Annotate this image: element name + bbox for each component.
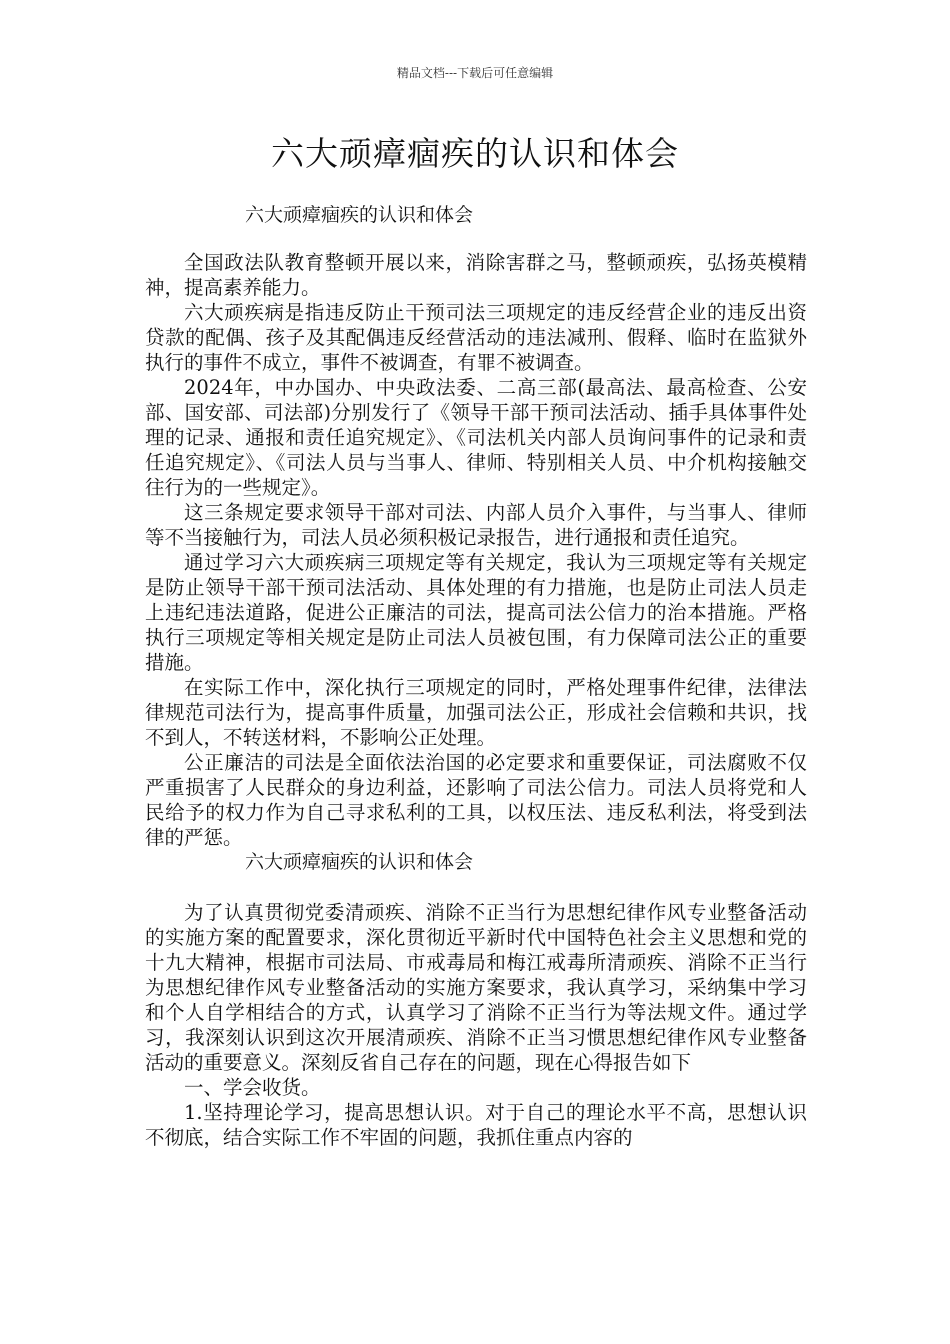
paragraph: 通过学习六大顽疾病三项规定等有关规定，我认为三项规定等有关规定是防止领导干部干预司法活动、具体处理的有力措施，也是防止司法人员走上违纪违法道路，促进公正廉洁的司法，提高司法公信力的治本措施。严格执行三项规定等相关规定是防止司法人员被包围，有力保障司法公正的重要措施。 <box>145 551 807 674</box>
paragraph: 一、学会收货。 <box>184 1076 321 1099</box>
paragraph: 1.坚持理论学习，提高思想认识。对于自己的理论水平不高，思想认识不彻底，结合实际工作不牢固的问题，我抓住重点内容的 <box>145 1101 807 1149</box>
page-header: 精品文档---下载后可任意编辑 <box>396 66 554 80</box>
document-body <box>145 250 807 1150</box>
paragraph: 六大顽疾病是指违反防止干预司法三项规定的违反经营企业的违反出资贷款的配偶、孩子及其配偶违反经营活动的违法减刑、假释、临时在监狱外执行的事件不成立，事件不被调查，有罪不被调查。 <box>145 301 807 374</box>
paragraph: 为了认真贯彻党委清顽疾、消除不正当行为思想纪律作风专业整备活动的实施方案的配置要求，深化贯彻近平新时代中国特色社会主义思想和党的十九大精神，根据市司法局、市戒毒局和梅江戒毒所清顽疾、消除不正当行为思想纪律作风专业整备活动的实施方案要求，我认真学习，采纳集中学习和个人自学相结合的方式，认真学习了消除不正当行为等法规文件。通过学习，我深刻认识到这次开展清顽疾、消除不正当习惯思想纪律作风专业整备活动的重要意义。深刻反省自己存在的问题，现在心得报告如下 <box>145 901 807 1074</box>
paragraph: 这三条规定要求领导干部对司法、内部人员介入事件，与当事人、律师等不当接触行为，司法人员必须积极记录报告，进行通报和责任追究。 <box>145 501 807 549</box>
section-subtitle: 六大顽瘴痼疾的认识和体会 <box>245 851 474 873</box>
paragraph: 在实际工作中，深化执行三项规定的同时，严格处理事件纪律，法律法律规范司法行为，提高事件质量，加强司法公正，形成社会信赖和共识，找不到人，不转送材料，不影响公正处理。 <box>145 676 807 749</box>
section-subtitle: 六大顽瘴痼疾的认识和体会 <box>245 204 474 226</box>
document-title: 六大顽瘴痼疾的认识和体会 <box>271 134 679 173</box>
paragraph: 2024年，中办国办、中央政法委、二高三部(最高法、最高检查、公安部、国安部、司法部)分别发行了《领导干部干预司法活动、插手具体事件处理的记录、通报和责任追究规定》、《司法机关内部人员询问事件的记录和责任追究规定》、《司法人员与当事人、律师、特别相关人员、中介机构接触交往行为的一些规定》。 <box>145 376 807 499</box>
spacer <box>145 875 807 900</box>
paragraph: 全国政法队教育整顿开展以来，消除害群之马，整顿顽疾，弘扬英模精神，提高素养能力。 <box>145 251 807 299</box>
paragraph: 公正廉洁的司法是全面依法治国的必定要求和重要保证，司法腐败不仅严重损害了人民群众的身边利益，还影响了司法公信力。司法人员将党和人民给予的权力作为自己寻求私利的工具，以权压法、违反私利法，将受到法律的严惩。 <box>145 751 807 849</box>
